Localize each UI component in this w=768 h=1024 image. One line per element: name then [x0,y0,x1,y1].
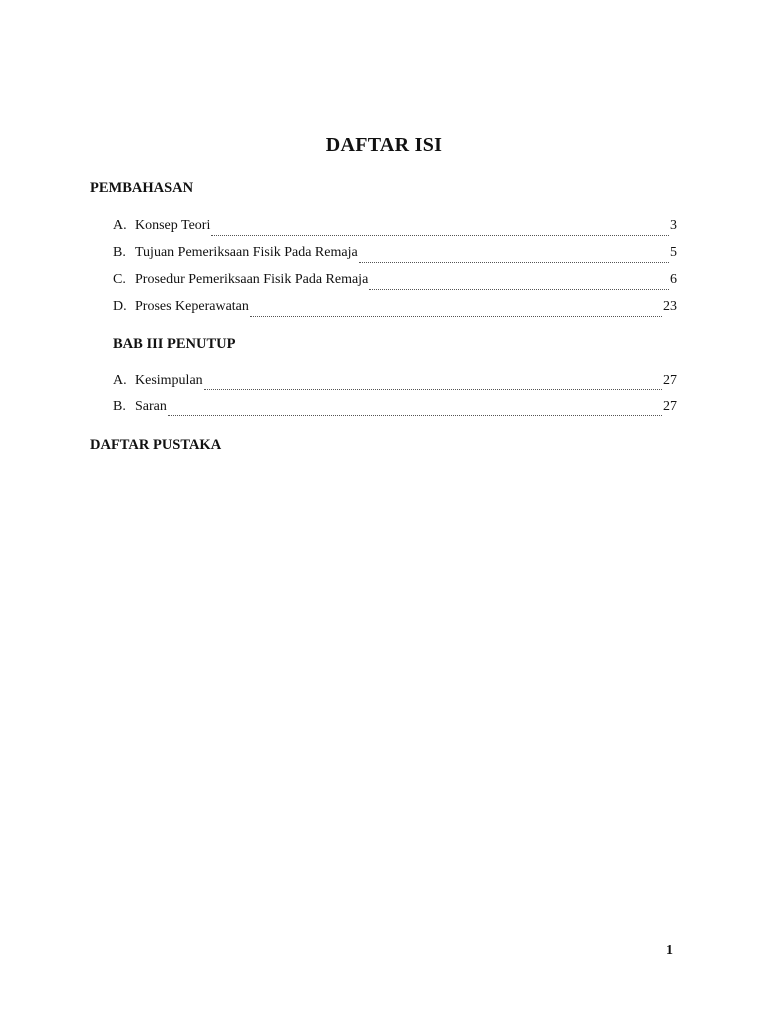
toc-entry[interactable] [113,245,677,272]
toc-entry-label: Prosedur Pemeriksaan Fisik Pada Remaja [135,272,369,287]
toc-entry[interactable] [113,373,677,399]
toc-entry-label: Tujuan Pemeriksaan Fisik Pada Remaja [135,245,358,260]
toc-entry-label: Konsep Teori [135,218,211,233]
toc-entry-letter: B. [113,245,126,260]
dot-leader [369,288,669,290]
toc-entry-letter: A. [113,373,127,388]
toc-entry[interactable] [113,272,677,299]
toc-entry-page: 3 [670,218,677,233]
toc-entry-page: 23 [663,299,677,314]
section-heading-bab-iii-penutup: BAB III PENUTUP [113,336,236,352]
toc-entry-letter: C. [113,272,126,287]
toc-list-penutup [113,373,677,425]
toc-entry-page: 27 [663,399,677,414]
toc-entry-label: Proses Keperawatan [135,299,249,314]
dot-leader [250,315,662,317]
page-number: 1 [666,943,673,958]
dot-leader [204,388,662,390]
toc-entry[interactable] [113,399,677,425]
dot-leader [211,234,669,236]
toc-entry-label: Saran [135,399,167,414]
toc-entry[interactable] [113,218,677,245]
toc-entry-letter: B. [113,399,126,414]
toc-entry-page: 5 [670,245,677,260]
toc-entry[interactable] [113,299,677,326]
dot-leader [359,261,669,263]
dot-leader [168,414,662,416]
section-heading-daftar-pustaka: DAFTAR PUSTAKA [90,437,222,453]
toc-entry-page: 6 [670,272,677,287]
section-heading-pembahasan: PEMBAHASAN [90,180,194,196]
toc-entry-label: Kesimpulan [135,373,203,388]
toc-entry-letter: A. [113,218,127,233]
page-title: DAFTAR ISI [325,134,443,156]
toc-list-pembahasan [113,218,677,326]
toc-entry-page: 27 [663,373,677,388]
toc-entry-letter: D. [113,299,127,314]
